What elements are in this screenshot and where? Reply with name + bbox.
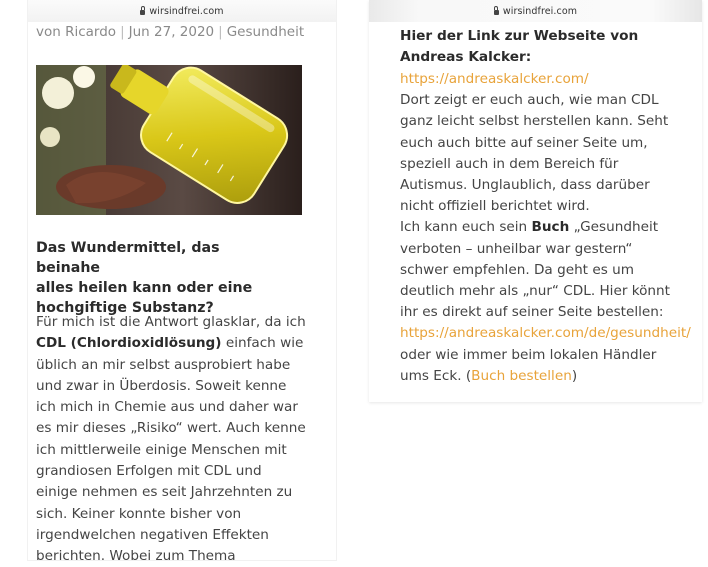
body-line: euch auch bitte auf seiner Seite um, [400, 134, 648, 151]
buch-bold: Buch [531, 219, 570, 236]
body-line: deutlich mehr als „nur“ CDL. Hier könnt [400, 283, 670, 300]
body-line: verboten – unheilbar war gestern“ [400, 240, 633, 257]
lock-icon [494, 10, 499, 15]
body-line: oder wie immer beim lokalen Händler [400, 346, 657, 363]
headline-line: alles heilen kann oder eine [36, 280, 253, 296]
article-headline [36, 238, 286, 318]
buch-bestellen-link[interactable]: Buch bestellen [471, 367, 572, 384]
body-line: einige nehmen es seit Jahrzehnten zu [36, 484, 293, 501]
address-bar[interactable] [369, 0, 702, 22]
body-line: Ich kann euch sein Buch „Gesundheit [400, 219, 659, 236]
lock-icon [140, 10, 145, 15]
body-line: ich mich in Chemie aus und daher war [36, 399, 298, 416]
post-date: Jun 27, 2020 [128, 24, 215, 40]
article-body [36, 312, 326, 560]
body-line: grandiosen Erfolgen mit CDL und [36, 463, 262, 480]
body-line: Dort zeigt er euch auch, wie man CDL [400, 92, 659, 109]
body-line: ganz leicht selbst herstellen kann. Seht [400, 113, 669, 130]
book-page-link[interactable]: https://andreaskalcker.com/de/gesundheit/ [400, 325, 691, 342]
body-line: üblich an mir selbst ausprobiert habe [36, 356, 291, 373]
body-line: speziell auch in dem Bereich für [400, 155, 619, 172]
headline-line: hochgiftige Substanz? [36, 300, 214, 316]
category-link[interactable]: Gesundheit [226, 24, 305, 40]
headline-line: Das Wundermittel, das beinahe [36, 240, 220, 276]
body-line: es mir dieses „Risiko“ wert. Auch kenne [36, 420, 306, 437]
author-link[interactable]: von Ricardo [36, 24, 117, 40]
body-line: ums Eck. (Buch bestellen) [400, 367, 578, 384]
address-bar[interactable] [28, 0, 336, 22]
section-heading [400, 26, 660, 68]
url-text: wirsindfrei.com [149, 5, 224, 17]
body-line: sich. Keiner konnte bisher von [36, 505, 242, 522]
left-screenshot [28, 0, 336, 560]
body-line: ihr es direkt auf seiner Seite bestellen: [400, 304, 664, 321]
body-line: ich mittlerweile einige Menschen mit [36, 441, 287, 458]
heading-line: Andreas Kalcker: [400, 49, 532, 65]
article-image [36, 65, 302, 215]
right-screenshot [369, 0, 702, 402]
post-meta: von Ricardo | Jun 27, 2020 | Gesundheit [36, 24, 305, 40]
body-line: Für mich ist die Antwort glasklar, da ich [36, 314, 306, 330]
body-line: CDL (Chlordioxidlösung) einfach wie [36, 335, 304, 352]
kalcker-homepage-link[interactable]: https://andreaskalcker.com/ [400, 71, 589, 87]
body-line: Autismus. Unglaublich, dass darüber [400, 177, 650, 194]
cdl-bold: CDL (Chlordioxidlösung) [36, 335, 222, 352]
section-body [400, 69, 700, 387]
body-line: und zwar in Überdosis. Soweit kenne [36, 377, 287, 394]
body-line: nicht offiziell berichtet wird. [400, 198, 590, 215]
body-line: irgendwelchen negativen Effekten [36, 526, 269, 543]
body-line: berichten. Wobei zum Thema [36, 548, 236, 560]
url-text: wirsindfrei.com [502, 5, 578, 17]
heading-line: Hier der Link zur Webseite von [400, 28, 639, 44]
body-line: schwer empfehlen. Da geht es um [400, 261, 634, 278]
